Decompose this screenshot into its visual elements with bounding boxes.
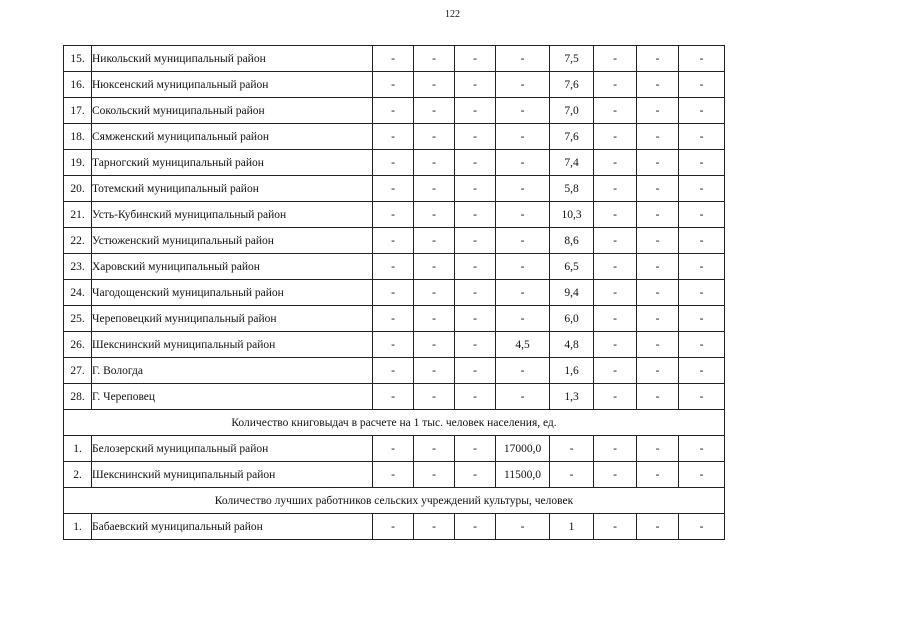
value-cell: - xyxy=(414,436,455,462)
table-row xyxy=(64,280,725,306)
value-cell: - xyxy=(594,124,637,150)
value-cell: - xyxy=(496,228,550,254)
value-cell: - xyxy=(637,98,679,124)
value-cell: - xyxy=(594,462,637,488)
value-cell: - xyxy=(455,202,496,228)
value-cell: - xyxy=(679,46,725,72)
section-title: Количество книговыдач в расчете на 1 тыс. человек населения, ед. xyxy=(64,410,725,436)
table-row xyxy=(64,72,725,98)
value-cell: - xyxy=(594,72,637,98)
value-cell: - xyxy=(496,514,550,540)
value-cell: - xyxy=(373,202,414,228)
value-cell: 1 xyxy=(550,514,594,540)
district-name: Усть-Кубинский муниципальный район xyxy=(92,202,373,228)
value-cell: - xyxy=(373,384,414,410)
value-cell: - xyxy=(414,384,455,410)
table-row xyxy=(64,332,725,358)
value-cell: - xyxy=(679,228,725,254)
value-cell: - xyxy=(637,436,679,462)
value-cell: - xyxy=(455,332,496,358)
value-cell: - xyxy=(637,150,679,176)
value-cell: - xyxy=(594,254,637,280)
district-name: Устюженский муниципальный район xyxy=(92,228,373,254)
value-cell: - xyxy=(373,462,414,488)
value-cell: - xyxy=(373,280,414,306)
value-cell: - xyxy=(455,98,496,124)
value-cell: - xyxy=(637,462,679,488)
table-row xyxy=(64,384,725,410)
value-cell: - xyxy=(679,436,725,462)
value-cell: - xyxy=(496,176,550,202)
value-cell: - xyxy=(594,306,637,332)
district-name: Тарногский муниципальный район xyxy=(92,150,373,176)
value-cell: - xyxy=(414,72,455,98)
table-row xyxy=(64,202,725,228)
district-name: Сокольский муниципальный район xyxy=(92,98,373,124)
value-cell: - xyxy=(679,124,725,150)
value-cell: 1,3 xyxy=(550,384,594,410)
value-cell: - xyxy=(414,202,455,228)
value-cell: - xyxy=(637,72,679,98)
value-cell: 1,6 xyxy=(550,358,594,384)
value-cell: - xyxy=(637,384,679,410)
value-cell: - xyxy=(373,46,414,72)
value-cell: - xyxy=(414,98,455,124)
value-cell: - xyxy=(373,228,414,254)
district-name: Шекснинский муниципальный район xyxy=(92,332,373,358)
table-row xyxy=(64,46,725,72)
value-cell: 5,8 xyxy=(550,176,594,202)
row-number: 25. xyxy=(64,306,92,332)
value-cell: - xyxy=(414,280,455,306)
value-cell: - xyxy=(455,46,496,72)
value-cell: - xyxy=(637,280,679,306)
district-name: Сямженский муниципальный район xyxy=(92,124,373,150)
row-number: 16. xyxy=(64,72,92,98)
table-row xyxy=(64,514,725,540)
section-title: Количество лучших работников сельских учреждений культуры, человек xyxy=(64,488,725,514)
district-name: Череповецкий муниципальный район xyxy=(92,306,373,332)
row-number: 1. xyxy=(64,514,92,540)
row-number: 1. xyxy=(64,436,92,462)
value-cell: - xyxy=(496,72,550,98)
value-cell: - xyxy=(414,462,455,488)
value-cell: - xyxy=(637,358,679,384)
district-name: Чагодощенский муниципальный район xyxy=(92,280,373,306)
value-cell: 9,4 xyxy=(550,280,594,306)
row-number: 18. xyxy=(64,124,92,150)
value-cell: - xyxy=(373,98,414,124)
value-cell: - xyxy=(496,150,550,176)
value-cell: - xyxy=(414,332,455,358)
row-number: 20. xyxy=(64,176,92,202)
row-number: 21. xyxy=(64,202,92,228)
value-cell: - xyxy=(594,436,637,462)
value-cell: - xyxy=(637,124,679,150)
section-header-row xyxy=(64,488,725,514)
value-cell: - xyxy=(455,72,496,98)
value-cell: - xyxy=(594,384,637,410)
district-name: Шекснинский муниципальный район xyxy=(92,462,373,488)
value-cell: - xyxy=(373,150,414,176)
value-cell: 11500,0 xyxy=(496,462,550,488)
value-cell: - xyxy=(594,150,637,176)
value-cell: - xyxy=(550,436,594,462)
value-cell: - xyxy=(455,280,496,306)
row-number: 17. xyxy=(64,98,92,124)
value-cell: 6,5 xyxy=(550,254,594,280)
value-cell: - xyxy=(594,202,637,228)
value-cell: - xyxy=(679,98,725,124)
value-cell: - xyxy=(373,358,414,384)
value-cell: - xyxy=(496,384,550,410)
value-cell: - xyxy=(679,176,725,202)
value-cell: - xyxy=(414,228,455,254)
value-cell: - xyxy=(373,254,414,280)
table-row xyxy=(64,176,725,202)
row-number: 2. xyxy=(64,462,92,488)
section-header-row xyxy=(64,410,725,436)
table-row xyxy=(64,254,725,280)
value-cell: - xyxy=(594,514,637,540)
value-cell: - xyxy=(594,358,637,384)
value-cell: - xyxy=(373,514,414,540)
table-row xyxy=(64,462,725,488)
value-cell: - xyxy=(455,306,496,332)
table-row xyxy=(64,436,725,462)
value-cell: 7,4 xyxy=(550,150,594,176)
value-cell: - xyxy=(455,228,496,254)
value-cell: - xyxy=(679,72,725,98)
value-cell: - xyxy=(414,176,455,202)
district-name: Харовский муниципальный район xyxy=(92,254,373,280)
value-cell: - xyxy=(373,306,414,332)
district-name: Никольский муниципальный район xyxy=(92,46,373,72)
value-cell: - xyxy=(637,306,679,332)
value-cell: - xyxy=(414,150,455,176)
value-cell: - xyxy=(373,436,414,462)
table-row xyxy=(64,358,725,384)
row-number: 15. xyxy=(64,46,92,72)
value-cell: - xyxy=(455,436,496,462)
value-cell: - xyxy=(679,150,725,176)
value-cell: - xyxy=(373,72,414,98)
table-row xyxy=(64,228,725,254)
value-cell: - xyxy=(679,254,725,280)
value-cell: - xyxy=(594,228,637,254)
value-cell: - xyxy=(496,306,550,332)
value-cell: 4,5 xyxy=(496,332,550,358)
value-cell: - xyxy=(455,462,496,488)
value-cell: - xyxy=(679,306,725,332)
value-cell: - xyxy=(496,358,550,384)
value-cell: - xyxy=(455,124,496,150)
value-cell: - xyxy=(455,514,496,540)
value-cell: - xyxy=(679,384,725,410)
table-row xyxy=(64,98,725,124)
value-cell: - xyxy=(637,176,679,202)
value-cell: 10,3 xyxy=(550,202,594,228)
table-row xyxy=(64,124,725,150)
value-cell: - xyxy=(594,280,637,306)
value-cell: - xyxy=(414,124,455,150)
district-name: Тотемский муниципальный район xyxy=(92,176,373,202)
value-cell: - xyxy=(594,98,637,124)
district-name: Г. Череповец xyxy=(92,384,373,410)
value-cell: - xyxy=(637,514,679,540)
value-cell: - xyxy=(679,332,725,358)
value-cell: 8,6 xyxy=(550,228,594,254)
value-cell: - xyxy=(496,254,550,280)
value-cell: - xyxy=(679,358,725,384)
district-name: Белозерский муниципальный район xyxy=(92,436,373,462)
row-number: 27. xyxy=(64,358,92,384)
district-name: Г. Вологда xyxy=(92,358,373,384)
value-cell: - xyxy=(496,46,550,72)
value-cell: - xyxy=(496,124,550,150)
value-cell: 7,5 xyxy=(550,46,594,72)
value-cell: - xyxy=(414,514,455,540)
value-cell: - xyxy=(373,176,414,202)
value-cell: - xyxy=(637,332,679,358)
value-cell: - xyxy=(637,46,679,72)
value-cell: - xyxy=(496,98,550,124)
value-cell: - xyxy=(594,332,637,358)
value-cell: - xyxy=(679,462,725,488)
value-cell: 7,0 xyxy=(550,98,594,124)
value-cell: 4,8 xyxy=(550,332,594,358)
value-cell: - xyxy=(455,384,496,410)
row-number: 22. xyxy=(64,228,92,254)
value-cell: 17000,0 xyxy=(496,436,550,462)
value-cell: - xyxy=(373,124,414,150)
value-cell: - xyxy=(373,332,414,358)
value-cell: - xyxy=(455,358,496,384)
value-cell: - xyxy=(550,462,594,488)
row-number: 19. xyxy=(64,150,92,176)
value-cell: 7,6 xyxy=(550,124,594,150)
value-cell: - xyxy=(679,514,725,540)
row-number: 26. xyxy=(64,332,92,358)
value-cell: - xyxy=(414,306,455,332)
value-cell: - xyxy=(496,280,550,306)
district-name: Бабаевский муниципальный район xyxy=(92,514,373,540)
value-cell: - xyxy=(414,254,455,280)
value-cell: - xyxy=(414,46,455,72)
value-cell: - xyxy=(455,176,496,202)
data-table xyxy=(63,45,725,540)
value-cell: - xyxy=(679,202,725,228)
value-cell: - xyxy=(455,150,496,176)
value-cell: - xyxy=(637,202,679,228)
page-number: 122 xyxy=(445,9,460,20)
value-cell: - xyxy=(637,228,679,254)
row-number: 23. xyxy=(64,254,92,280)
value-cell: - xyxy=(637,254,679,280)
value-cell: - xyxy=(679,280,725,306)
value-cell: - xyxy=(496,202,550,228)
value-cell: - xyxy=(455,254,496,280)
row-number: 28. xyxy=(64,384,92,410)
row-number: 24. xyxy=(64,280,92,306)
district-name: Нюксенский муниципальный район xyxy=(92,72,373,98)
value-cell: - xyxy=(414,358,455,384)
value-cell: 6,0 xyxy=(550,306,594,332)
value-cell: - xyxy=(594,176,637,202)
table-row xyxy=(64,306,725,332)
table-row xyxy=(64,150,725,176)
value-cell: - xyxy=(594,46,637,72)
value-cell: 7,6 xyxy=(550,72,594,98)
